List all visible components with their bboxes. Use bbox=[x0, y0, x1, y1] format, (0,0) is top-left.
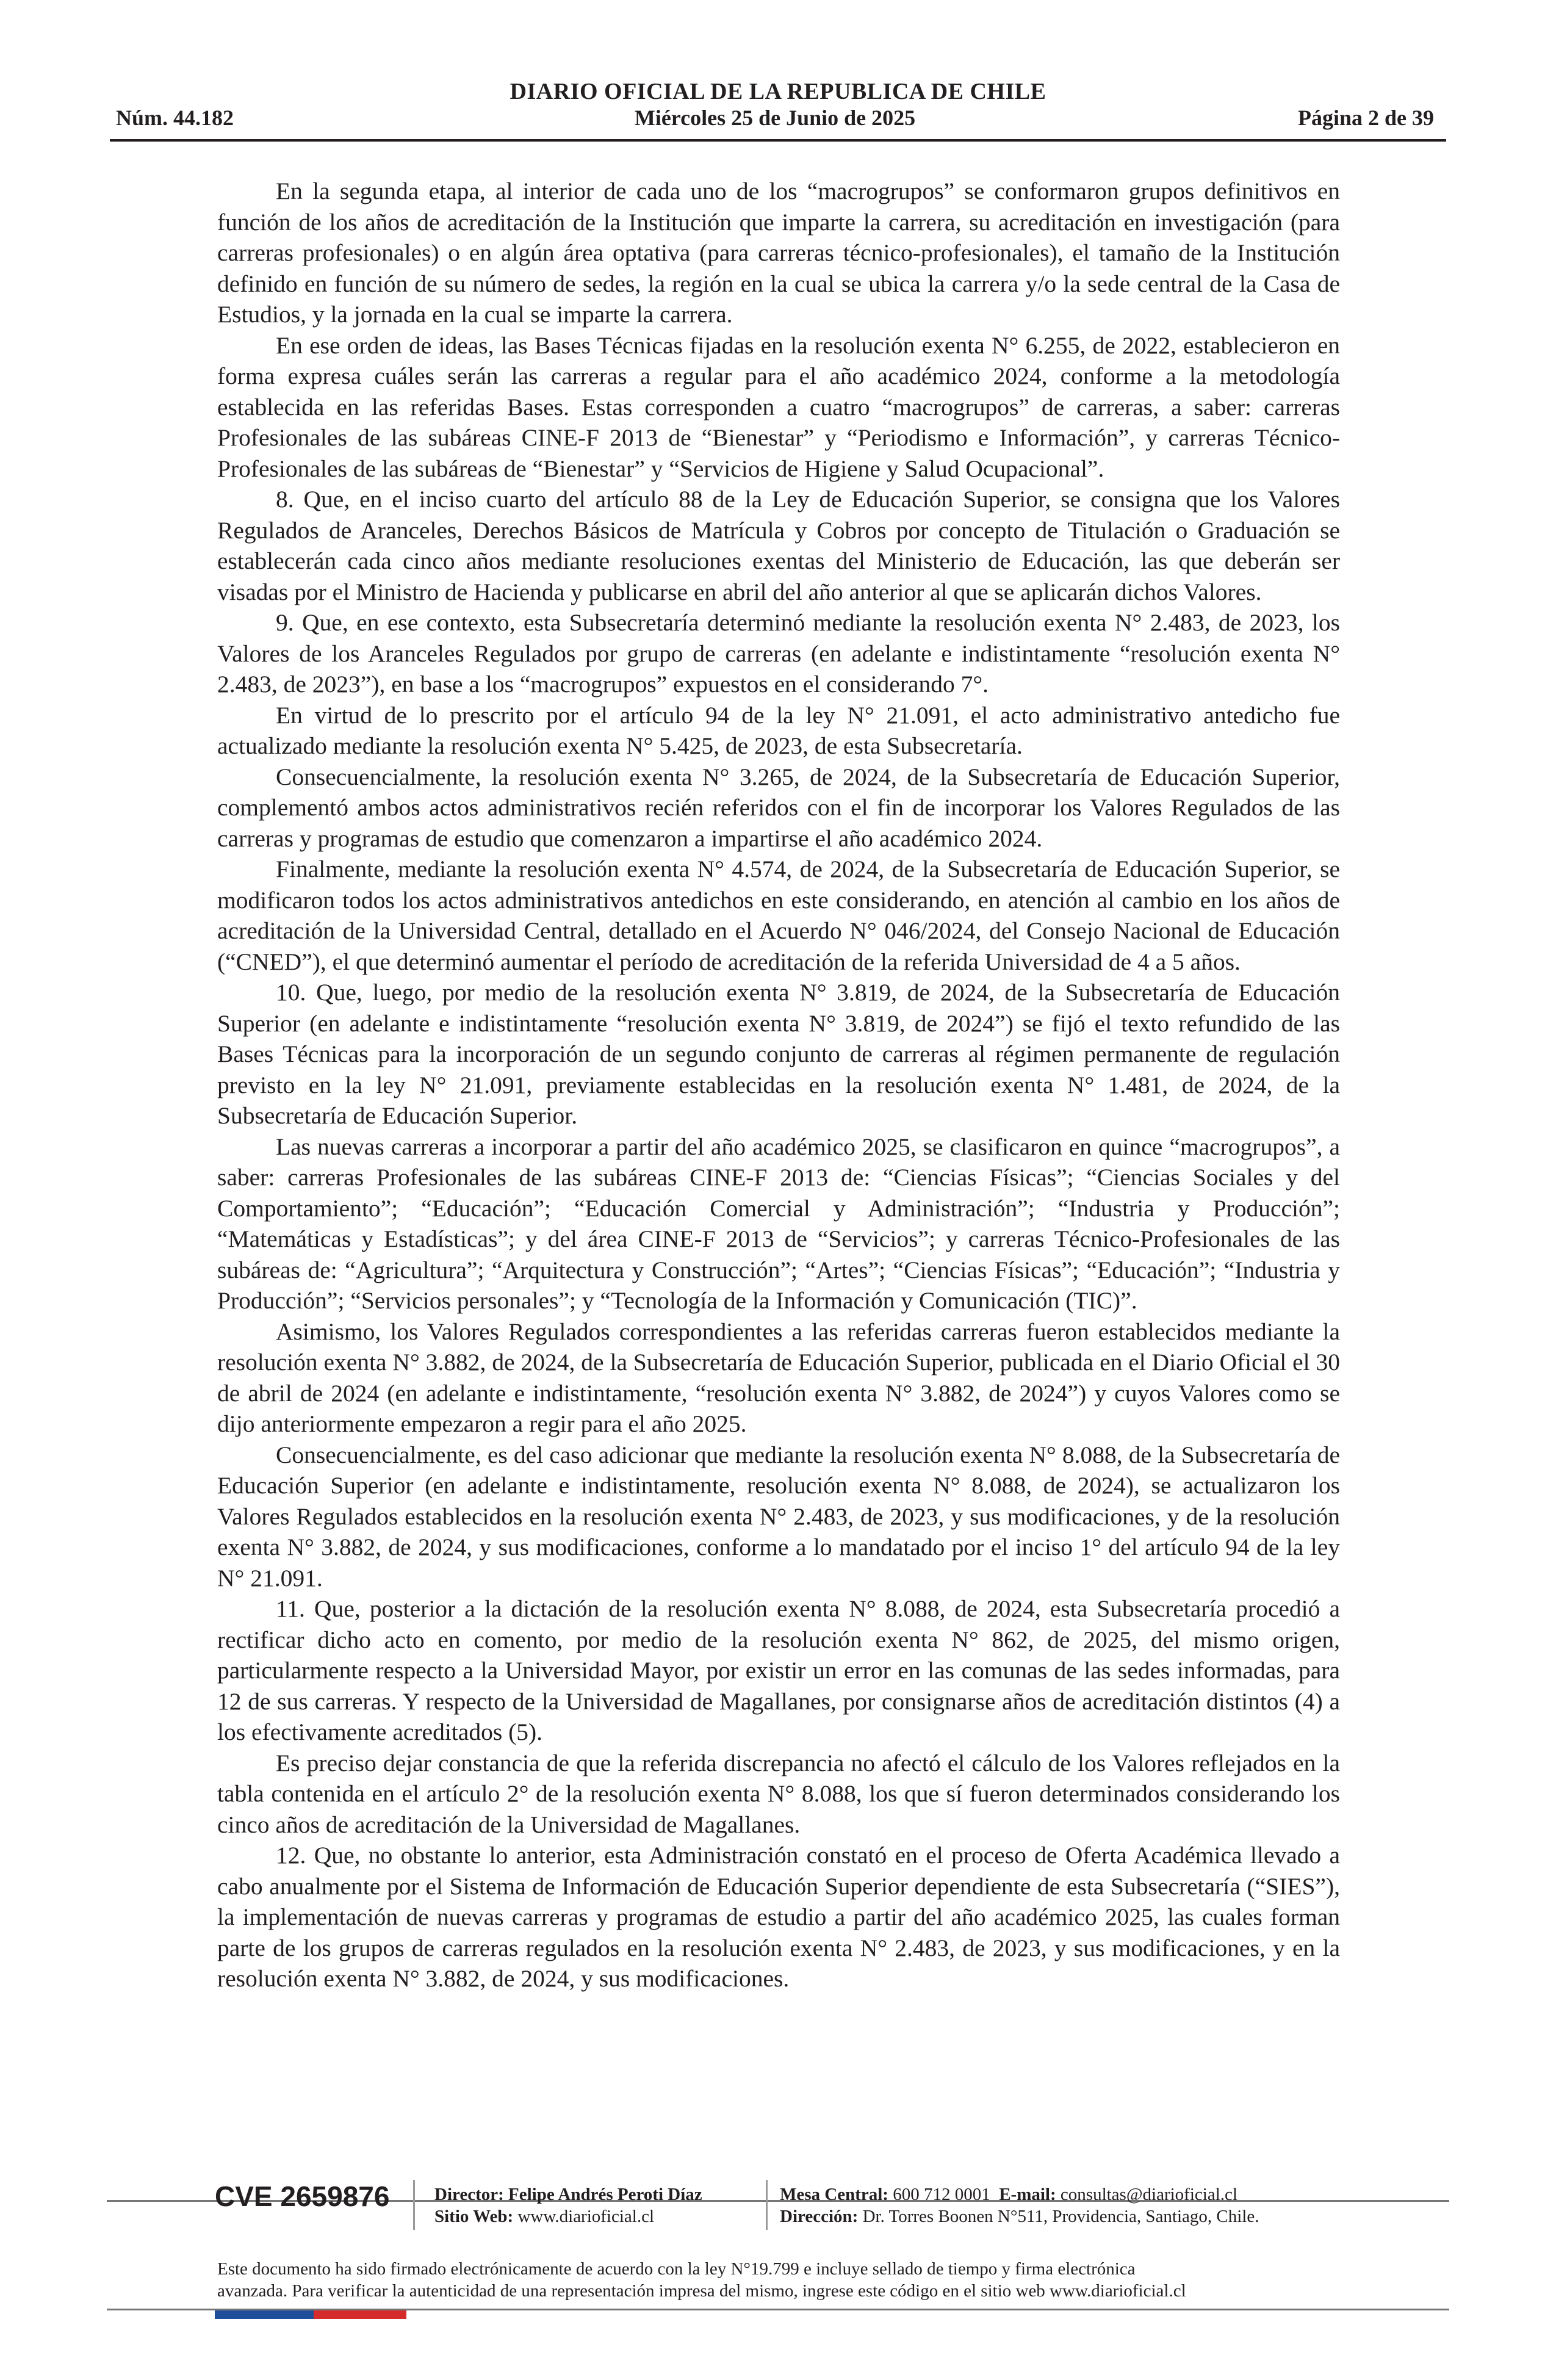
issue-number: Núm. 44.182 bbox=[116, 106, 234, 130]
footer-separator bbox=[766, 2180, 768, 2230]
director-label: Director: bbox=[434, 2185, 504, 2204]
cve-code: CVE 2659876 bbox=[215, 2180, 390, 2212]
page-number: Página 2 de 39 bbox=[1297, 106, 1434, 130]
chile-flag-stripe bbox=[215, 2310, 406, 2319]
email-label: E-mail: bbox=[999, 2185, 1056, 2204]
paragraph: 9. Que, en ese contexto, esta Subsecretaría determinó mediante la resolución exenta N° 2.483, de 2023, los Valores de los Aranceles Regulados por grupo de carreras (en adelante e indistintamente “resolución exenta N° 2.483, de 2023”), en base a los “macrogrupos” expuestos en el considerando 7°. bbox=[217, 609, 1340, 698]
legal-notice bbox=[217, 2258, 1377, 2302]
paragraph: 10. Que, luego, por medio de la resolución exenta N° 3.819, de 2024, de la Subsecretaría de Educación Superior (en adelante e indistintamente “resolución exenta N° 3.819, de 2024”) se fijó el texto refundido de las Bases Técnicas para la incorporación de un segundo conjunto de carreras al régimen permanente de regulación previsto en la ley N° 21.091, previamente establecidas en la resolución exenta N° 1.481, de 2024, de la Subsecretaría de Educación Superior. bbox=[217, 979, 1340, 1129]
header-divider bbox=[110, 139, 1446, 142]
sitio-label: Sitio Web: bbox=[434, 2207, 514, 2226]
director-block bbox=[434, 2183, 702, 2227]
mesa-label: Mesa Central: bbox=[780, 2185, 888, 2204]
document-body bbox=[217, 176, 1340, 1994]
sitio-link[interactable]: www.diarioficial.cl bbox=[517, 2207, 655, 2226]
email-link[interactable]: consultas@diarioficial.cl bbox=[1060, 2185, 1237, 2204]
issue-date: Miércoles 25 de Junio de 2025 bbox=[634, 106, 916, 130]
direccion-label: Dirección: bbox=[780, 2207, 859, 2226]
paragraph: En ese orden de ideas, las Bases Técnicas fijadas en la resolución exenta N° 6.255, de 2022, establecieron en forma expresa cuáles serán las carreras a regular para el año académico 2024, conforme a la metodología establecida en las referidas Bases. Estas corresponden a cuatro “macrogrupos” de carreras, a saber: carreras Profesionales de las subáreas CINE-F 2013 de “Bienestar” y “Periodismo e Información”, y carreras Técnico-Profesionales de las subáreas de “Bienestar” y “Servicios de Higiene y Salud Ocupacional”. bbox=[217, 331, 1340, 482]
paragraph: Consecuencialmente, es del caso adicionar que mediante la resolución exenta N° 8.088, de la Subsecretaría de Educación Superior (en adelante e indistintamente, resolución exenta N° 8.088, de 2024), se actualizaron los Valores Regulados establecidos en la resolución exenta N° 2.483, de 2023, y sus modificaciones, y de la resolución exenta N° 3.882, de 2024, y sus modificaciones, conforme a lo mandatado por el inciso 1° del artículo 94 de la ley N° 21.091. bbox=[217, 1441, 1340, 1592]
paragraph: 12. Que, no obstante lo anterior, esta Administración constató en el proceso de Oferta Académica llevado a cabo anualmente por el Sistema de Información de Educación Superior dependiente de esta Subsecretaría (“SIES”), la implementación de nuevas carreras y programas de estudio a partir del año académico 2025, las cuales forman parte de los grupos de carreras regulados en la resolución exenta N° 2.483, de 2023, y sus modificaciones, y en la resolución exenta N° 3.882, de 2024, y sus modificaciones. bbox=[217, 1842, 1340, 1992]
newspaper-title: DIARIO OFICIAL DE LA REPUBLICA DE CHILE bbox=[510, 79, 1046, 104]
paragraph: En la segunda etapa, al interior de cada uno de los “macrogrupos” se conformaron grupos definitivos en función de los años de acreditación de la Institución que imparte la carrera, su acreditación en investigación (para carreras profesionales) o en algún área optativa (para carreras técnico-profesionales), el tamaño de la Institución definido en función de su número de sedes, la región en la cual se ubica la carrera y/o la sede central de la Casa de Estudios, y la jornada en la cual se imparte la carrera. bbox=[217, 178, 1340, 328]
paragraph: Asimismo, los Valores Regulados correspondientes a las referidas carreras fueron establecidos mediante la resolución exenta N° 3.882, de 2024, de la Subsecretaría de Educación Superior, publicada en el Diario Oficial el 30 de abril de 2024 (en adelante e indistintamente, “resolución exenta N° 3.882, de 2024”) y cuyos Valores como se dijo anteriormente empezaron a regir para el año 2025. bbox=[217, 1318, 1340, 1437]
contact-block bbox=[780, 2183, 1259, 2227]
flag-red-segment bbox=[314, 2310, 406, 2319]
paragraph: 8. Que, en el inciso cuarto del artículo 88 de la Ley de Educación Superior, se consigna que los Valores Regulados de Aranceles, Derechos Básicos de Matrícula y Cobros por concepto de Titulación o Graduación se establecerán cada cinco años mediante resoluciones exentas del Ministerio de Educación, las que deberán ser visadas por el Ministro de Hacienda y publicarse en abril del año anterior al que se aplicarán dichos Valores. bbox=[217, 486, 1340, 605]
direccion-value: Dr. Torres Boonen N°511, Providencia, Santiago, Chile. bbox=[862, 2207, 1259, 2226]
legal-line: Este documento ha sido firmado electrónicamente de acuerdo con la ley N°19.799 e incluye sellado de tiempo y firma electrónica bbox=[217, 2259, 1136, 2279]
mesa-phone: 600 712 0001 bbox=[893, 2185, 990, 2204]
director-name: Felipe Andrés Peroti Díaz bbox=[508, 2185, 702, 2204]
paragraph: Finalmente, mediante la resolución exenta N° 4.574, de 2024, de la Subsecretaría de Educación Superior, se modificaron todos los actos administrativos antedichos en este considerando, en atención al cambio en los años de acreditación de la Universidad Central, detallado en el Acuerdo N° 046/2024, del Consejo Nacional de Educación (“CNED”), el que determinó aumentar el período de acreditación de la referida Universidad de 4 a 5 años. bbox=[217, 856, 1340, 975]
flag-blue-segment bbox=[215, 2310, 314, 2319]
legal-line: avanzada. Para verificar la autenticidad de una representación impresa del mismo, ingrese este código en el sitio web www.diarioficial.cl bbox=[217, 2281, 1186, 2301]
paragraph: Es preciso dejar constancia de que la referida discrepancia no afectó el cálculo de los Valores reflejados en la tabla contenida en el artículo 2° de la resolución exenta N° 8.088, los que sí fueron determinados considerando los cinco años de acreditación de la Universidad de Magallanes. bbox=[217, 1749, 1340, 1838]
paragraph: Las nuevas carreras a incorporar a partir del año académico 2025, se clasificaron en quince “macrogrupos”, a saber: carreras Profesionales de las subáreas CINE-F 2013 de: “Ciencias Físicas”; “Ciencias Sociales y del Comportamiento”; “Educación”; “Educación Comercial y Administración”; “Industria y Producción”; “Matemáticas y Estadísticas”; y del área CINE-F 2013 de “Servicios”; y carreras Técnico-Profesionales de las subáreas de: “Agricultura”; “Arquitectura y Construcción”; “Artes”; “Ciencias Físicas”; “Educación”; “Industria y Producción”; “Servicios personales”; y “Tecnología de la Información y Comunicación (TIC)”. bbox=[217, 1133, 1340, 1314]
footer-separator bbox=[413, 2180, 415, 2230]
header-row bbox=[116, 105, 1434, 135]
paragraph: Consecuencialmente, la resolución exenta N° 3.265, de 2024, de la Subsecretaría de Educación Superior, complementó ambos actos administrativos recién referidos con el fin de incorporar los Valores Regulados de las carreras y programas de estudio que comenzaron a impartirse el año académico 2024. bbox=[217, 763, 1340, 852]
paragraph: 11. Que, posterior a la dictación de la resolución exenta N° 8.088, de 2024, esta Subsecretaría procedió a rectificar dicho acto en comento, por medio de la resolución exenta N° 862, de 2025, del mismo origen, particularmente respecto a la Universidad Mayor, por existir un error en las comunas de las sedes informadas, para 12 de sus carreras. Y respecto de la Universidad de Magallanes, por consignarse años de acreditación distintos (4) a los efectivamente acreditados (5). bbox=[217, 1595, 1340, 1745]
paragraph: En virtud de lo prescrito por el artículo 94 de la ley N° 21.091, el acto administrativo antedicho fue actualizado mediante la resolución exenta N° 5.425, de 2023, de esta Subsecretaría. bbox=[217, 701, 1340, 759]
